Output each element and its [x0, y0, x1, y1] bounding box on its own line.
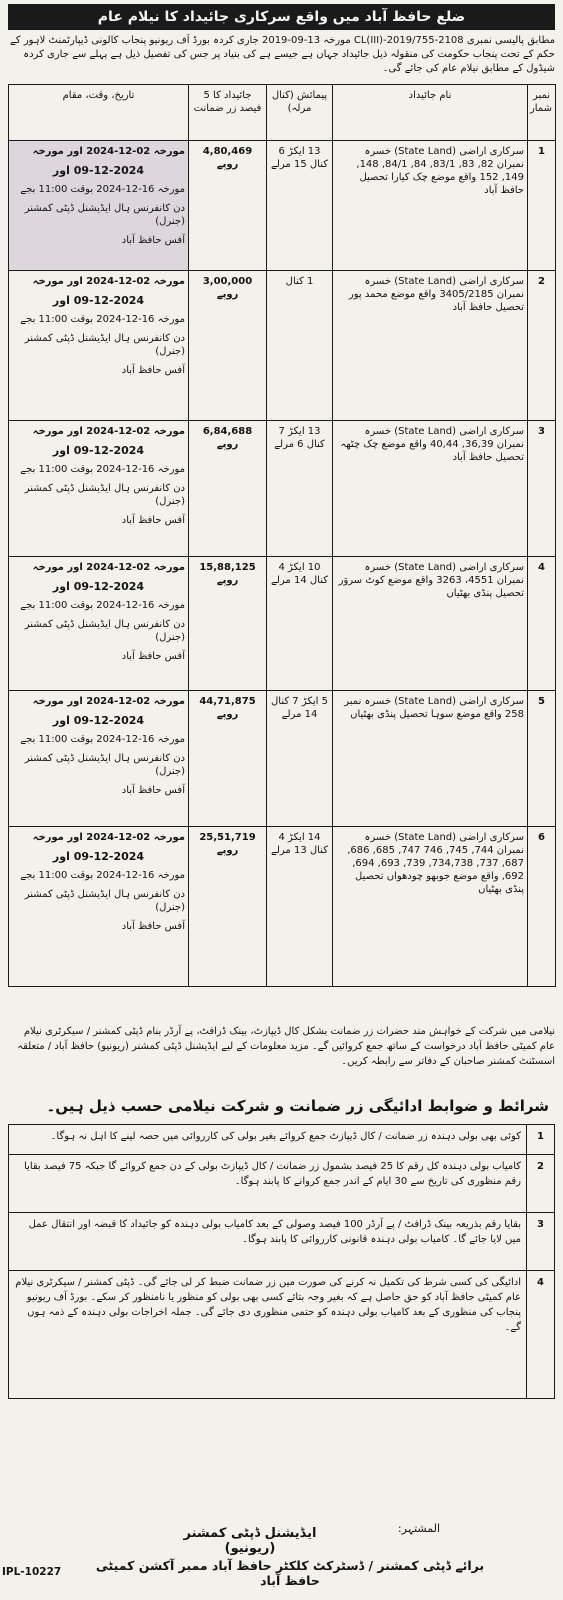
table-header-row [9, 85, 556, 141]
row-area: 13 ایکڑ 6 کنال 15 مرلے [267, 141, 333, 271]
venue-line-2: آفس حافظ آباد [121, 785, 185, 796]
header-date-venue: تاریخ، وقت، مقام [9, 85, 189, 141]
notice-title: ضلع حافظ آباد میں واقع سرکاری جائیداد کا نیلام عام [8, 4, 555, 30]
venue-line-2: آفس حافظ آباد [121, 921, 185, 932]
venue-line-1: دن کانفرنس ہال ایڈیشنل ڈپٹی کمشنر (جنرل) [24, 483, 185, 507]
date-line-3: مورخہ 16-12-2024 بوقت 11:00 بجے [20, 184, 185, 195]
conditions-table [8, 1124, 555, 1399]
date-line-1: مورخہ 02-12-2024 اور مورخہ [32, 562, 185, 573]
row-deposit: 4,80,469 روپے [189, 141, 267, 271]
row-serial: 4 [528, 557, 556, 691]
venue-line-1: دن کانفرنس ہال ایڈیشنل ڈپٹی کمشنر (جنرل) [24, 203, 185, 227]
row-area: 14 ایکڑ 4 کنال 13 مرلے [267, 827, 333, 987]
date-line-2: 09-12-2024 اور [52, 714, 145, 727]
header-area: پیمائش (کنال مرلہ) [267, 85, 333, 141]
date-line-1: مورخہ 02-12-2024 اور مورخہ [32, 146, 185, 157]
condition-text: کوئی بھی بولی دہندہ زر ضمانت / کال ڈیپازٹ جمع کروائے بغیر بولی کی کارروائی میں حصہ لینے کا اہل نہ ہوگا۔ [9, 1125, 527, 1155]
condition-number: 1 [527, 1125, 555, 1155]
ipl-reference: IPL-10227 [2, 1566, 62, 1578]
row-property: سرکاری اراضی (State Land) خسرہ نمبران 744, 745, 746 747, 685, 686, 687, 737, 734,738, 739, 693, 694, 692, واقع موضع جوبھو چودھواں تحصیل پنڈی بھٹیاں [333, 827, 528, 987]
date-line-1: مورخہ 02-12-2024 اور مورخہ [32, 696, 185, 707]
date-line-2: 09-12-2024 اور [52, 164, 145, 177]
row-property: سرکاری اراضی (State Land) خسرہ نمبر 258 واقع موضع سوہا تحصیل پنڈی بھٹیاں [333, 691, 528, 827]
venue-line-2: آفس حافظ آباد [121, 651, 185, 662]
date-line-3: مورخہ 16-12-2024 بوقت 11:00 بجے [20, 734, 185, 745]
row-date-venue [9, 827, 189, 987]
header-property: نام جائیداد [333, 85, 528, 141]
header-serial: نمبر شمار [528, 85, 556, 141]
row-deposit: 6,84,688 روپے [189, 421, 267, 557]
row-property: سرکاری اراضی (State Land) خسرہ نمبران 3405/2185 واقع موضع محمد پور تحصیل حافظ آباد [333, 271, 528, 421]
row-property: سرکاری اراضی (State Land) خسرہ نمبران 82, 83, 83/1, 84, 84/1, 148, 149, 152 واقع موضع چک کیارا تحصیل حافظ آباد [333, 141, 528, 271]
row-serial: 3 [528, 421, 556, 557]
intro-paragraph: مطابق پالیسی نمبری 2108-2019/755-CL(III) مورخہ 13-09-2019 جاری کردہ بورڈ آف ریونیو پنجاب کالونی ڈیپارٹمنٹ لاہور کے حکم کے تحت پنجاب حکومت کی منقولہ ذیل جائیداد جہاں ہے جیسے ہے کی بنیاد پر جس کی تفصیل ذیل ہے پہلے سے جاری کردہ شیڈول کے مطابق نیلام عام کی جائے گی۔ [10, 35, 555, 74]
conditions-heading: شرائط و ضوابط ادائیگی زر ضمانت و شرکت نیلامی حسب ذیل ہیں۔ [46, 1097, 549, 1115]
participation-note: نیلامی میں شرکت کے خواہش مند حضرات زر ضمانت بشکل کال ڈیپازٹ، بینک ڈرافٹ، پے آرڈر بنام ڈپٹی کمشنر / سیکرٹری نیلام عام کمیٹی حافظ آباد درخواست کے ساتھ جمع کروائیں گے۔ مزید معلومات کے لیے ایڈیشنل ڈپٹی کمشنر (ریونیو) حافظ آباد / متعلقہ اسسٹنٹ کمشنر صاحبان کے دفاتر سے رابطہ کریں۔ [17, 1026, 555, 1067]
condition-text: بقایا رقم بذریعہ بینک ڈرافٹ / پے آرڈر 100 فیصد وصولی کے بعد کامیاب بولی دہندہ کو جائیداد کا قبضہ اور انتقال عمل میں لایا جائے گا۔ کامیاب بولی دہندہ قانونی کارروائی کا پابند ہوگا۔ [9, 1213, 527, 1271]
row-serial: 2 [528, 271, 556, 421]
date-line-1: مورخہ 02-12-2024 اور مورخہ [32, 276, 185, 287]
venue-line-1: دن کانفرنس ہال ایڈیشنل ڈپٹی کمشنر (جنرل) [24, 333, 185, 357]
row-serial: 1 [528, 141, 556, 271]
row-area: 1 کنال [267, 271, 333, 421]
row-date-venue [9, 421, 189, 557]
condition-number: 2 [527, 1155, 555, 1213]
row-serial: 6 [528, 827, 556, 987]
date-line-2: 09-12-2024 اور [52, 294, 145, 307]
advertiser-signature-line: برائے ڈپٹی کمشنر / ڈسٹرکٹ کلکٹر حافظ آباد ممبر آکشن کمیٹی حافظ آباد [95, 1558, 485, 1588]
row-area: 5 ایکڑ 7 کنال 14 مرلے [267, 691, 333, 827]
row-date-venue [9, 141, 189, 271]
condition-number: 4 [527, 1271, 555, 1399]
date-line-3: مورخہ 16-12-2024 بوقت 11:00 بجے [20, 870, 185, 881]
date-line-2: 09-12-2024 اور [52, 444, 145, 457]
date-line-2: 09-12-2024 اور [52, 580, 145, 593]
condition-text: ادائیگی کی کسی شرط کی تکمیل نہ کرنے کی صورت میں زر ضمانت ضبط کر لی جائے گی۔ ڈپٹی کمشنر / سیکرٹری نیلام عام کمیٹی حافظ آباد کو حق حاصل ہے کہ بغیر وجہ بتائے کسی بھی بولی کو منظور یا نامنظور کر سکے۔ بورڈ آف ریونیو پنجاب کی منظوری کے بعد کامیاب بولی دہندہ کو حتمی منظوری دی جائے گی۔ جملہ اخراجات بولی دہندہ کے ذمہ ہوں گے۔ [9, 1271, 527, 1399]
venue-line-1: دن کانفرنس ہال ایڈیشنل ڈپٹی کمشنر (جنرل) [24, 753, 185, 777]
row-deposit: 3,00,000 روپے [189, 271, 267, 421]
date-line-3: مورخہ 16-12-2024 بوقت 11:00 بجے [20, 464, 185, 475]
table-row [9, 691, 556, 827]
date-line-1: مورخہ 02-12-2024 اور مورخہ [32, 426, 185, 437]
venue-line-1: دن کانفرنس ہال ایڈیشنل ڈپٹی کمشنر (جنرل) [24, 889, 185, 913]
venue-line-2: آفس حافظ آباد [121, 515, 185, 526]
row-area: 13 ایکڑ 7 کنال 6 مرلے [267, 421, 333, 557]
row-area: 10 ایکڑ 4 کنال 14 مرلے [267, 557, 333, 691]
condition-number: 3 [527, 1213, 555, 1271]
row-serial: 5 [528, 691, 556, 827]
condition-item [9, 1213, 555, 1271]
date-line-2: 09-12-2024 اور [52, 850, 145, 863]
venue-line-2: آفس حافظ آباد [121, 235, 185, 246]
row-date-venue [9, 691, 189, 827]
date-line-1: مورخہ 02-12-2024 اور مورخہ [32, 832, 185, 843]
condition-text: کامیاب بولی دہندہ کل رقم کا 25 فیصد بشمول زر ضمانت / کال ڈیپازٹ بولی کے دن جمع کروائے گا جبکہ 75 فیصد بقایا رقم منظوری کی تاریخ سے 30 ایام کے اندر جمع کروانے کا پابند ہوگا۔ [9, 1155, 527, 1213]
row-deposit: 25,51,719 روپے [189, 827, 267, 987]
date-line-3: مورخہ 16-12-2024 بوقت 11:00 بجے [20, 314, 185, 325]
header-deposit: جائیداد کا 5 فیصد زر ضمانت [189, 85, 267, 141]
property-table [8, 84, 556, 987]
advertiser-label: المشتہر: [397, 1522, 440, 1535]
table-row [9, 271, 556, 421]
table-row [9, 421, 556, 557]
table-row [9, 827, 556, 987]
condition-item [9, 1155, 555, 1213]
venue-line-1: دن کانفرنس ہال ایڈیشنل ڈپٹی کمشنر (جنرل) [24, 619, 185, 643]
row-deposit: 44,71,875 روپے [189, 691, 267, 827]
row-date-venue [9, 557, 189, 691]
table-row [9, 557, 556, 691]
advertiser-title: ایڈیشنل ڈپٹی کمشنر (ریونیو) [183, 1526, 317, 1556]
row-date-venue [9, 271, 189, 421]
row-property: سرکاری اراضی (State Land) خسرہ نمبران 36,39, 40,44 واقع موضع چک چٹھہ تحصیل حافظ آباد [333, 421, 528, 557]
date-line-3: مورخہ 16-12-2024 بوقت 11:00 بجے [20, 600, 185, 611]
condition-item [9, 1125, 555, 1155]
condition-item [9, 1271, 555, 1399]
venue-line-2: آفس حافظ آباد [121, 365, 185, 376]
row-deposit: 15,88,125 روپے [189, 557, 267, 691]
row-property: سرکاری اراضی (State Land) خسرہ نمبران 4551، 3263 واقع موضع کوٹ سروَر تحصیل پنڈی بھٹیاں [333, 557, 528, 691]
table-row [9, 141, 556, 271]
